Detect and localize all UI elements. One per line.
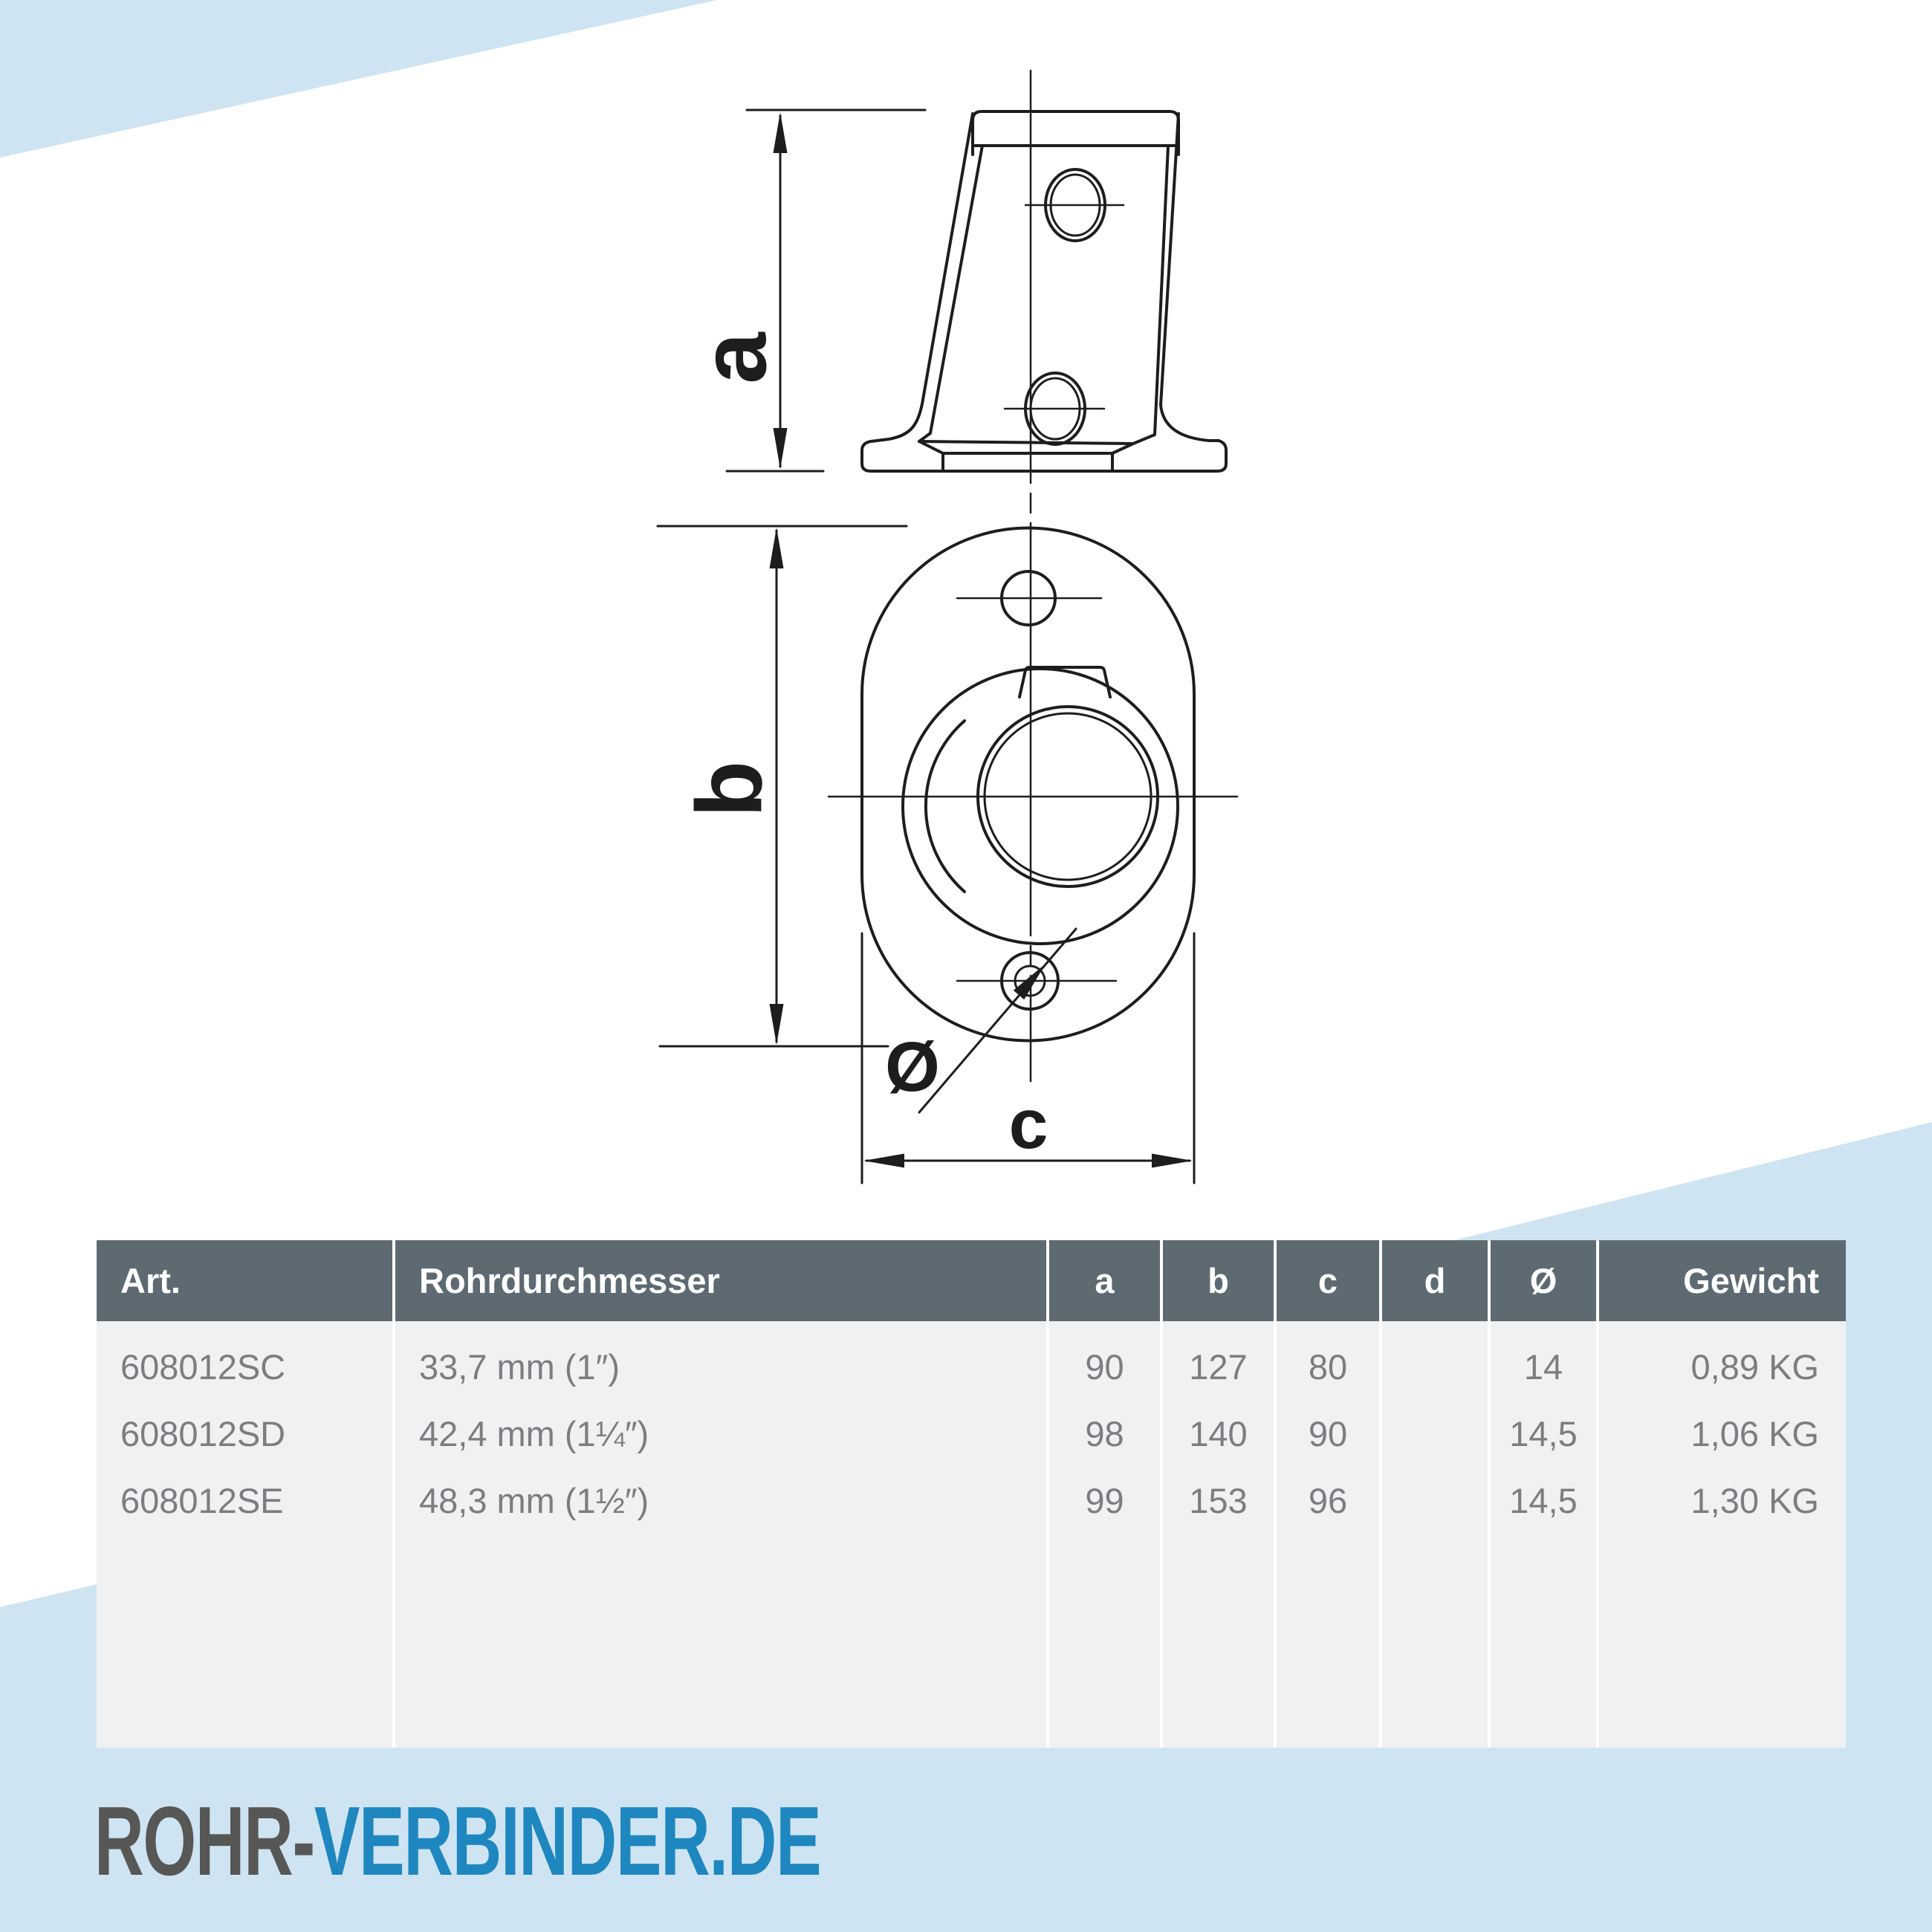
cell-diameter-row3: 14,5 (1509, 1480, 1578, 1520)
spec-table (97, 1240, 1846, 1748)
cell-a-row3: 99 (1085, 1480, 1124, 1520)
cell-art-row1: 608012SC (120, 1346, 286, 1387)
column-header-art: Art. (97, 1240, 392, 1321)
column-header-b: b (1163, 1240, 1274, 1321)
dimension-a-label: a (682, 332, 786, 384)
cell-durchmesser-row1: 33,7 mm (1″) (419, 1346, 620, 1387)
column-d (1382, 1240, 1488, 1748)
cell-gewicht-row3: 1,30 KG (1690, 1480, 1819, 1520)
cell-art-row3: 608012SE (120, 1480, 284, 1520)
column-c (1277, 1240, 1379, 1748)
cell-c-row1: 80 (1308, 1346, 1348, 1387)
column-b (1163, 1240, 1274, 1748)
cell-gewicht-row2: 1,06 KG (1690, 1413, 1819, 1453)
dimension-diameter-label: Ø (885, 1028, 940, 1106)
cell-d-row3 (1382, 1467, 1488, 1534)
brand-logo-prefix: ROHR- (94, 1786, 314, 1896)
column-diameter (1491, 1240, 1596, 1748)
cell-b-row3: 153 (1189, 1480, 1248, 1520)
column-a (1049, 1240, 1160, 1748)
cell-durchmesser-row2: 42,4 mm (1¼″) (419, 1413, 649, 1453)
cell-d-row1 (1382, 1333, 1488, 1400)
cell-durchmesser-row3: 48,3 mm (1½″) (419, 1480, 649, 1520)
cell-c-row2: 90 (1308, 1413, 1348, 1453)
cell-a-row2: 98 (1085, 1413, 1124, 1453)
side-view (862, 111, 1226, 471)
column-header-gewicht: Gewicht (1599, 1240, 1846, 1321)
cell-b-row2: 140 (1189, 1413, 1248, 1453)
plan-view (829, 528, 1237, 1041)
cell-b-row1: 127 (1189, 1346, 1248, 1387)
cell-diameter-row1: 14 (1523, 1346, 1563, 1387)
column-header-diameter: Ø (1491, 1240, 1596, 1321)
dimension-b (658, 526, 907, 1046)
dimension-a (683, 110, 926, 471)
cell-d-row2 (1382, 1400, 1488, 1467)
column-rohrdurchmesser (395, 1240, 1046, 1748)
column-gewicht (1599, 1240, 1846, 1748)
dimension-c-label: c (1008, 1085, 1048, 1164)
column-header-a: a (1049, 1240, 1160, 1321)
cell-c-row3: 96 (1308, 1480, 1348, 1520)
column-header-c: c (1277, 1240, 1379, 1321)
dimension-b-label: b (678, 760, 782, 818)
cell-gewicht-row1: 0,89 KG (1690, 1346, 1819, 1387)
column-header-d: d (1382, 1240, 1488, 1321)
column-header-rohrdurchmesser: Rohrdurchmesser (395, 1240, 1046, 1321)
cell-art-row2: 608012SD (120, 1413, 286, 1453)
brand-logo (94, 1786, 821, 1896)
brand-logo-suffix: VERBINDER.DE (314, 1786, 821, 1896)
cell-diameter-row2: 14,5 (1509, 1413, 1578, 1453)
column-art (97, 1240, 392, 1748)
cell-a-row1: 90 (1085, 1346, 1124, 1387)
